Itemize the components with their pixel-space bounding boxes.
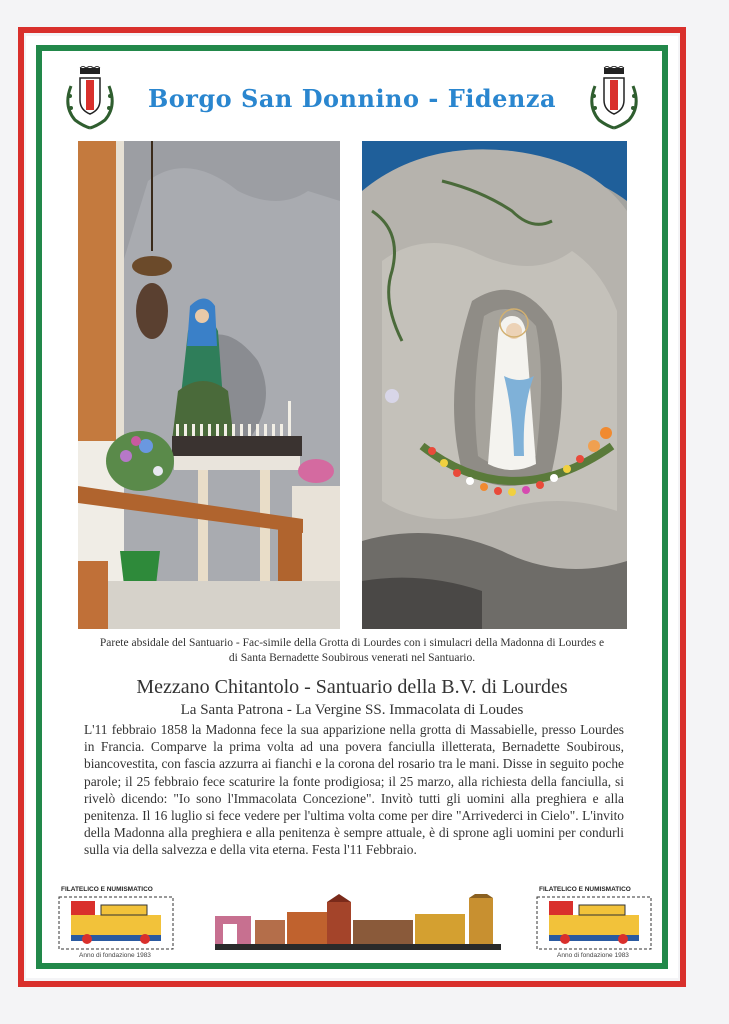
content-area bbox=[45, 54, 659, 960]
caption-line-1: Parete absidale del Santuario - Fac-simile della Grotta di Lourdes con i simulacri della Madonna di Lourdes e bbox=[99, 637, 605, 649]
philatelic-stamp-right bbox=[535, 886, 653, 960]
stamp-founded-label: Anno di fondazione 1983 bbox=[557, 952, 629, 959]
town-skyline-icon bbox=[215, 894, 501, 952]
philatelic-stamp-left bbox=[57, 886, 175, 960]
photo-caption bbox=[75, 636, 629, 666]
caption-line-2: di Santa Bernadette Soubirous venerati nel Santuario. bbox=[228, 652, 476, 664]
stamp-train-icon bbox=[535, 895, 653, 951]
article-heading: Mezzano Chitantolo - Santuario della B.V. di Lourdes bbox=[136, 676, 568, 698]
article-subheading: La Santa Patrona - La Vergine SS. Immacolata di Loudes bbox=[180, 702, 524, 718]
photo-lourdes-grotto bbox=[362, 141, 627, 629]
stamp-club-label: FILATELICO E NUMISMATICO bbox=[61, 886, 153, 893]
stamp-train-icon bbox=[57, 895, 175, 951]
photo-sanctuary-altar bbox=[78, 141, 340, 629]
page-title: Borgo San Donnino - Fidenza bbox=[147, 84, 557, 113]
article-body: L'11 febbraio 1858 la Madonna fece la sua apparizione nella grotta di Massabielle, presso Lourdes in Francia. Comparve la prima volta ad una povera fanciulla illetterata, Bernadette Soubirous, biancovestita, con fascia azzurra ai fianchi e la corona del rosario tra le mani. Disse in seguito poche parole; il 25 febbraio fece scaturire la fonte prodigiosa; il 25 marzo, alla richiesta della fanciulla, si rivelò dicendo: "Io sono l'Immacolata Concezione". Invitò tutti gli uomini alla preghiera e alla penitenza. Il 16 luglio si fece vedere per l'ultima volta come per dire "Arrivederci in Cielo". L'invito della Madonna alla preghiera e alla penitenza è sempre attuale, è di sprone agli uomini per condurli sulla via della salvezza e della vita eterna. Festa l'11 Febbraio. bbox=[84, 722, 624, 858]
stamp-club-label: FILATELICO E NUMISMATICO bbox=[539, 886, 631, 893]
stamp-founded-label: Anno di fondazione 1983 bbox=[79, 952, 151, 959]
